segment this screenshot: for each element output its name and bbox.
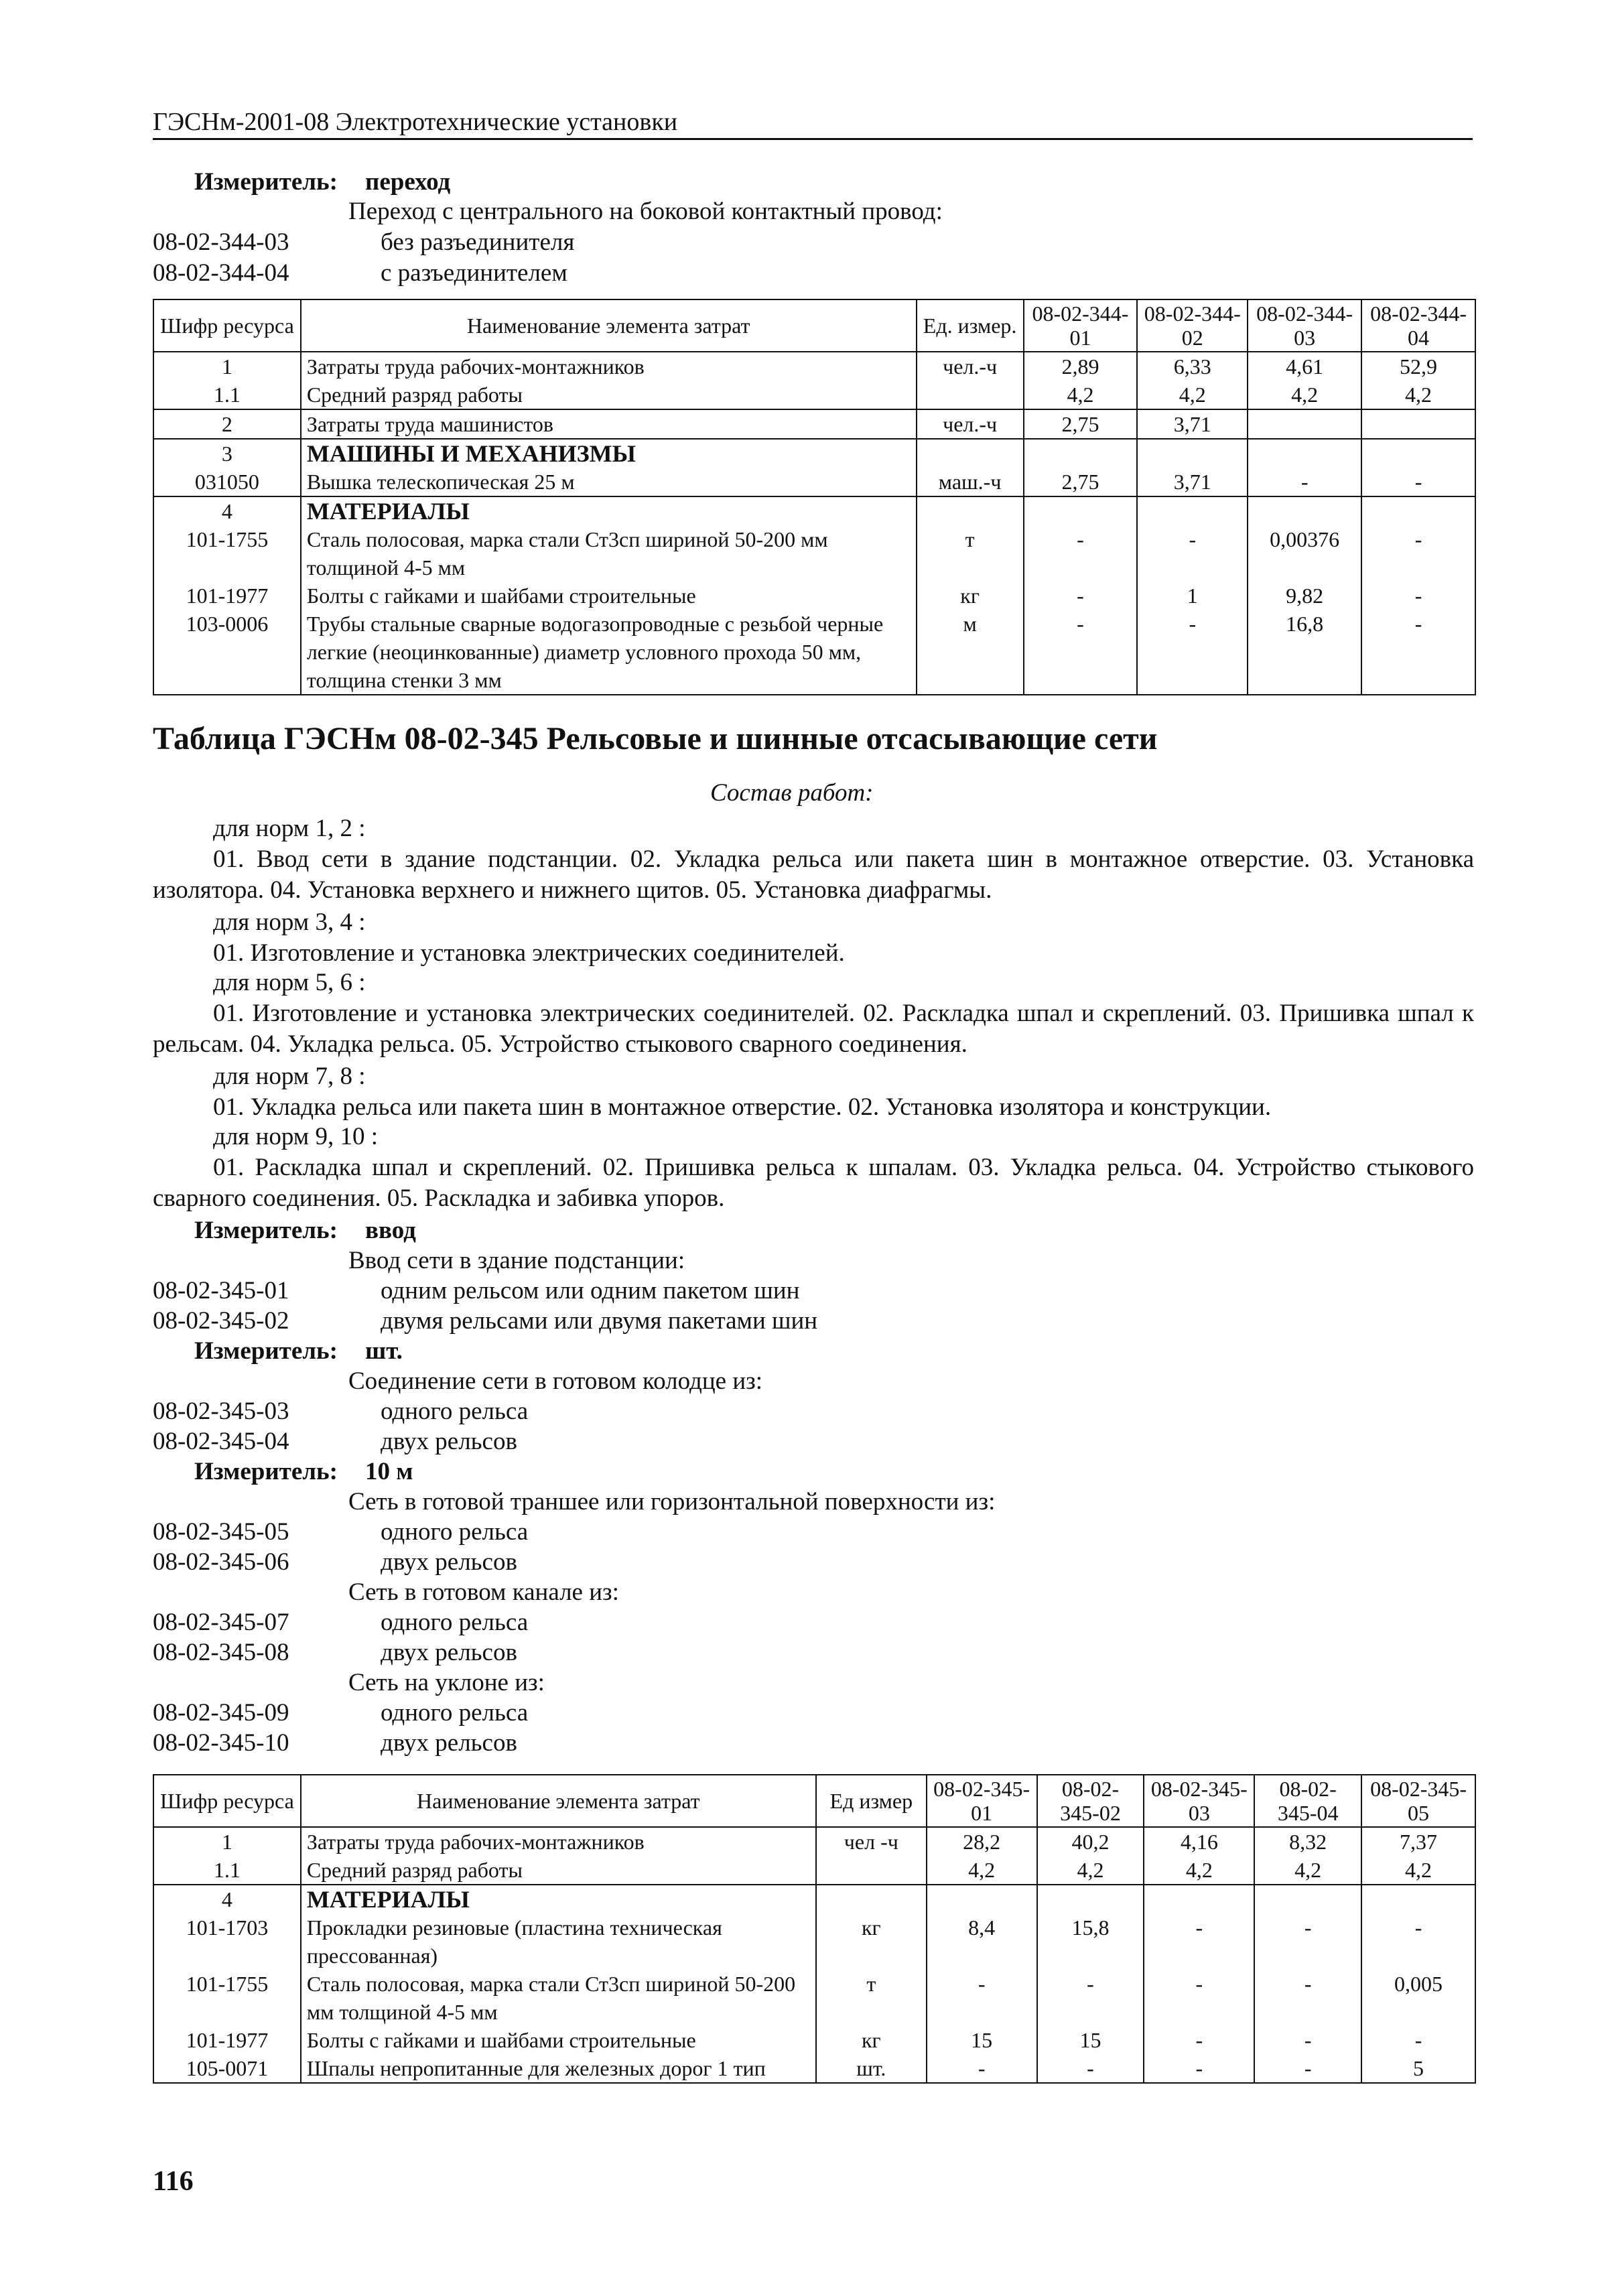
cell (1361, 409, 1475, 439)
section1-subtitle: Переход с центрального на боковой контактный провод: (348, 198, 943, 225)
cell (917, 496, 1024, 525)
cell (1248, 409, 1361, 439)
cell: - (1361, 525, 1475, 582)
cell: маш.-ч (917, 468, 1024, 496)
cell: чел.-ч (917, 352, 1024, 381)
cell: Средний разряд работы (301, 1856, 816, 1885)
col-header: Ед. измер. (917, 299, 1024, 352)
table-row (153, 409, 1475, 439)
cell: Болты с гайками и шайбами строительные (301, 582, 917, 610)
table-row (153, 610, 1475, 695)
cell: 8,32 (1254, 1827, 1361, 1856)
cell: 1 (1137, 582, 1248, 610)
table-row (153, 496, 1475, 525)
code-345-10: 08-02-345-10 (153, 1729, 289, 1757)
code-345-07: 08-02-345-07 (153, 1609, 289, 1636)
cell (1361, 439, 1475, 468)
cell: 1.1 (153, 381, 301, 409)
norm-text-7-8: 01. Укладка рельса или пакета шин в монтажное отверстие. 02. Установка изолятора и конструкции. (213, 1093, 1272, 1121)
measure-value-pcs: шт. (365, 1337, 403, 1365)
cell: 1.1 (153, 1856, 301, 1885)
cell: 3 (153, 439, 301, 468)
cell: Трубы стальные сварные водогазопроводные с резьбой черные легкие (неоцинкованные) диаметр условного прохода 50 мм, толщина стенки 3 мм (301, 610, 917, 695)
col-header: Наименование элемента затрат (301, 1775, 816, 1827)
cell: - (1144, 2026, 1254, 2054)
cell: кг (816, 1913, 927, 1970)
code-345-08: 08-02-345-08 (153, 1639, 289, 1666)
cell: 2,89 (1024, 352, 1138, 381)
cell (927, 1885, 1037, 1913)
col-header: 08-02-344-01 (1024, 299, 1138, 352)
cell: 15 (1037, 2026, 1144, 2054)
cell: 031050 (153, 468, 301, 496)
cell: чел -ч (816, 1827, 927, 1856)
measure-label-1: Измеритель: (194, 168, 338, 196)
cell: 105-0071 (153, 2054, 301, 2083)
cell: 101-1703 (153, 1913, 301, 1970)
cell: - (927, 1970, 1037, 2026)
norm-text-3-4: 01. Изготовление и установка электрических соединителей. (213, 939, 845, 967)
table-row (153, 352, 1475, 381)
cell (1361, 1885, 1475, 1913)
cell: м (917, 610, 1024, 695)
page-number: 116 (153, 2166, 194, 2197)
cell (1024, 496, 1138, 525)
cell (917, 439, 1024, 468)
text-345-04: двух рельсов (381, 1428, 517, 1455)
cell: 101-1755 (153, 1970, 301, 2026)
cell (1024, 439, 1138, 468)
cell (1361, 496, 1475, 525)
cell: шт. (816, 2054, 927, 2083)
cell: Вышка телескопическая 25 м (301, 468, 917, 496)
text-345-09: одного рельса (381, 1699, 529, 1727)
cell (917, 381, 1024, 409)
cell: Сталь полосовая, марка стали Ст3сп шириной 50-200 мм толщиной 4-5 мм (301, 525, 917, 582)
cell: - (1361, 582, 1475, 610)
table-row (153, 1827, 1475, 1856)
col-header: Ед измер (816, 1775, 927, 1827)
cell: 0,00376 (1248, 525, 1361, 582)
cell: кг (816, 2026, 927, 2054)
cell: - (1254, 1913, 1361, 1970)
cell: 5 (1361, 2054, 1475, 2083)
table-row (153, 468, 1475, 496)
cell: 101-1977 (153, 582, 301, 610)
cell (1254, 1885, 1361, 1913)
cell: - (1254, 2054, 1361, 2083)
cell: - (1144, 1970, 1254, 2026)
measure-label-10m: Измеритель: (194, 1458, 338, 1485)
table-row (153, 2026, 1475, 2054)
cell (816, 1856, 927, 1885)
cell: 4 (153, 1885, 301, 1913)
cell (816, 1885, 927, 1913)
norm-text-9-10: 01. Раскладка шпал и скреплений. 02. Пришивка рельса к шпалам. 03. Укладка рельса. 04. Устройство стыкового сварного соединения. 05. Раскладка и забивка упоров. (153, 1154, 1474, 1212)
cell: 0,005 (1361, 1970, 1475, 2026)
running-header: ГЭСНм-2001-08 Электротехнические установки (153, 108, 678, 136)
cell (1144, 1885, 1254, 1913)
table-header-row (153, 1775, 1475, 1827)
col-header: 08-02-345-03 (1144, 1775, 1254, 1827)
table-row (153, 439, 1475, 468)
table-row (153, 1856, 1475, 1885)
resource-table-344 (153, 299, 1476, 695)
table-title-345: Таблица ГЭСНм 08-02-345 Рельсовые и шинные отсасывающие сети (153, 721, 1158, 756)
code-344-04: 08-02-344-04 (153, 259, 289, 287)
cell: - (1024, 525, 1138, 582)
section-heading-cell: МАТЕРИАЛЫ (301, 1885, 816, 1913)
cell: - (1144, 1913, 1254, 1970)
col-header: Шифр ресурса (153, 299, 301, 352)
subtitle-channel: Сеть в готовом канале из: (348, 1578, 619, 1606)
text-344-04: с разъединителем (381, 259, 567, 287)
cell: - (1144, 2054, 1254, 2083)
cell: 4,2 (1024, 381, 1138, 409)
cell: кг (917, 582, 1024, 610)
cell: 101-1977 (153, 2026, 301, 2054)
cell: 2 (153, 409, 301, 439)
text-345-07: одного рельса (381, 1609, 529, 1636)
cell: - (1024, 582, 1138, 610)
code-345-06: 08-02-345-06 (153, 1548, 289, 1576)
code-344-03: 08-02-344-03 (153, 228, 289, 256)
cell: 103-0006 (153, 610, 301, 695)
col-header: 08-02-345-05 (1361, 1775, 1475, 1827)
code-345-04: 08-02-345-04 (153, 1428, 289, 1455)
cell: - (927, 2054, 1037, 2083)
cell: чел.-ч (917, 409, 1024, 439)
cell (1137, 496, 1248, 525)
text-344-03: без разъединителя (381, 228, 575, 256)
cell: 4,16 (1144, 1827, 1254, 1856)
cell: - (1361, 610, 1475, 695)
cell: 8,4 (927, 1913, 1037, 1970)
col-header: 08-02-344-04 (1361, 299, 1475, 352)
code-345-09: 08-02-345-09 (153, 1699, 289, 1727)
cell: т (917, 525, 1024, 582)
section-heading-cell: МАШИНЫ И МЕХАНИЗМЫ (301, 439, 917, 468)
cell: 15 (927, 2026, 1037, 2054)
cell: Шпалы непропитанные для железных дорог 1 тип (301, 2054, 816, 2083)
measure-label-pcs: Измеритель: (194, 1337, 338, 1365)
cell: т (816, 1970, 927, 2026)
measure-value-input: ввод (365, 1217, 416, 1244)
norm-label-9-10: для норм 9, 10 : (213, 1123, 378, 1150)
cell: - (1254, 1970, 1361, 2026)
cell (1248, 496, 1361, 525)
text-345-10: двух рельсов (381, 1729, 517, 1757)
code-345-02: 08-02-345-02 (153, 1307, 289, 1335)
cell: 4,2 (1254, 1856, 1361, 1885)
table-row (153, 381, 1475, 409)
cell: 4,2 (1144, 1856, 1254, 1885)
cell: Прокладки резиновые (пластина техническая прессованная) (301, 1913, 816, 1970)
code-345-03: 08-02-345-03 (153, 1398, 289, 1425)
col-header: 08-02-344-02 (1137, 299, 1248, 352)
text-345-03: одного рельса (381, 1398, 529, 1425)
code-345-05: 08-02-345-05 (153, 1518, 289, 1546)
cell: Затраты труда рабочих-монтажников (301, 352, 917, 381)
measure-value-10m: 10 м (365, 1458, 413, 1485)
cell: 4 (153, 496, 301, 525)
table-row (153, 2054, 1475, 2083)
cell: 15,8 (1037, 1913, 1144, 1970)
cell: 101-1755 (153, 525, 301, 582)
cell: 9,82 (1248, 582, 1361, 610)
col-header: 08-02-345-01 (927, 1775, 1037, 1827)
table-row (153, 1913, 1475, 1970)
col-header: 08-02-344-03 (1248, 299, 1361, 352)
table-row (153, 1885, 1475, 1913)
cell: 4,2 (1361, 1856, 1475, 1885)
cell: 4,2 (1248, 381, 1361, 409)
text-345-05: одного рельса (381, 1518, 529, 1546)
cell (1037, 1885, 1144, 1913)
cell: 6,33 (1137, 352, 1248, 381)
cell: - (1024, 610, 1138, 695)
cell: - (1037, 2054, 1144, 2083)
col-header: 08-02-345-02 (1037, 1775, 1144, 1827)
section-heading-cell: МАТЕРИАЛЫ (301, 496, 917, 525)
cell: 4,2 (927, 1856, 1037, 1885)
subtitle-input: Ввод сети в здание подстанции: (348, 1247, 685, 1274)
cell: 3,71 (1137, 409, 1248, 439)
measure-value-1: переход (365, 168, 451, 196)
resource-table-345 (153, 1774, 1476, 2084)
table-row (153, 582, 1475, 610)
cell: - (1361, 468, 1475, 496)
text-345-02: двумя рельсами или двумя пакетами шин (381, 1307, 818, 1335)
cell: Затраты труда машинистов (301, 409, 917, 439)
subtitle-slope: Сеть на уклоне из: (348, 1669, 545, 1696)
cell: 4,2 (1037, 1856, 1144, 1885)
table-header-row (153, 299, 1475, 352)
cell (1248, 439, 1361, 468)
measure-label-input: Измеритель: (194, 1217, 338, 1244)
cell: 52,9 (1361, 352, 1475, 381)
cell: - (1137, 525, 1248, 582)
text-345-08: двух рельсов (381, 1639, 517, 1666)
cell: - (1361, 1913, 1475, 1970)
cell: 40,2 (1037, 1827, 1144, 1856)
cell: 2,75 (1024, 409, 1138, 439)
cell: - (1254, 2026, 1361, 2054)
cell: 16,8 (1248, 610, 1361, 695)
col-header: Шифр ресурса (153, 1775, 301, 1827)
cell: 7,37 (1361, 1827, 1475, 1856)
subtitle-well: Соединение сети в готовом колодце из: (348, 1367, 763, 1395)
cell: 4,2 (1361, 381, 1475, 409)
table-row (153, 525, 1475, 582)
cell: Сталь полосовая, марка стали Ст3сп шириной 50-200 мм толщиной 4-5 мм (301, 1970, 816, 2026)
col-header: Наименование элемента затрат (301, 299, 917, 352)
norm-label-3-4: для норм 3, 4 : (213, 908, 366, 936)
cell: Болты с гайками и шайбами строительные (301, 2026, 816, 2054)
cell: 4,2 (1137, 381, 1248, 409)
table-row (153, 1970, 1475, 2026)
cell: - (1037, 1970, 1144, 2026)
norm-text-1-2: 01. Ввод сети в здание подстанции. 02. Укладка рельса или пакета шин в монтажное отверстие. 03. Установка изолятора. 04. Установка верхнего и нижнего щитов. 05. Установка диафрагмы. (153, 846, 1474, 904)
cell: - (1137, 610, 1248, 695)
norm-label-7-8: для норм 7, 8 : (213, 1063, 366, 1090)
norm-label-1-2: для норм 1, 2 : (213, 815, 366, 842)
norm-label-5-6: для норм 5, 6 : (213, 969, 366, 996)
subtitle-trench: Сеть в готовой траншее или горизонтальной поверхности из: (348, 1488, 996, 1515)
text-345-06: двух рельсов (381, 1548, 517, 1576)
cell: 1 (153, 352, 301, 381)
cell: 2,75 (1024, 468, 1138, 496)
cell: 28,2 (927, 1827, 1037, 1856)
code-345-01: 08-02-345-01 (153, 1277, 289, 1304)
header-rule (153, 138, 1473, 140)
norm-text-5-6: 01. Изготовление и установка электрических соединителей. 02. Раскладка шпал и скреплений. 03. Пришивка шпал к рельсам. 04. Укладка рельса. 05. Устройство стыкового сварного соединения. (153, 1000, 1474, 1058)
cell: - (1248, 468, 1361, 496)
col-header: 08-02-345-04 (1254, 1775, 1361, 1827)
cell: - (1361, 2026, 1475, 2054)
cell: Затраты труда рабочих-монтажников (301, 1827, 816, 1856)
cell: 4,61 (1248, 352, 1361, 381)
cell (1137, 439, 1248, 468)
work-composition-label: Состав работ: (710, 779, 874, 807)
cell: 1 (153, 1827, 301, 1856)
text-345-01: одним рельсом или одним пакетом шин (381, 1277, 800, 1304)
cell: Средний разряд работы (301, 381, 917, 409)
cell: 3,71 (1137, 468, 1248, 496)
